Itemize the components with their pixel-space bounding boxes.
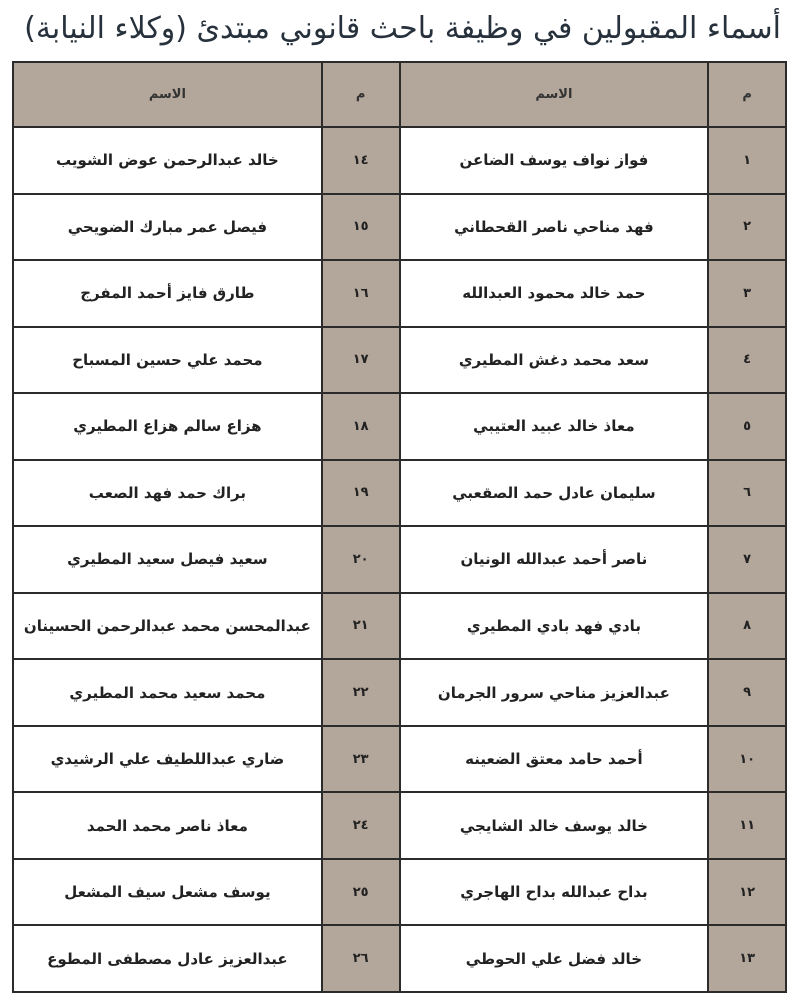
row-number-left: ٢٠	[322, 526, 400, 593]
row-name-right: خالد فضل علي الحوطي	[400, 925, 709, 992]
page-title: أسماء المقبولين في وظيفة باحث قانوني مبتدئ (وكلاء النيابة)	[24, 11, 781, 46]
table-row	[13, 593, 786, 660]
table-row	[13, 393, 786, 460]
row-number-right: ١٢	[708, 859, 786, 926]
row-name-right: بداح عبدالله بداح الهاجري	[400, 859, 709, 926]
table-row	[13, 925, 786, 992]
row-number-left: ٢٤	[322, 792, 400, 859]
row-number-left: ١٦	[322, 260, 400, 327]
row-number-right: ٩	[708, 659, 786, 726]
row-number-left: ٢٣	[322, 726, 400, 793]
row-name-right: حمد خالد محمود العبدالله	[400, 260, 709, 327]
row-name-right: ناصر أحمد عبدالله الونيان	[400, 526, 709, 593]
row-name-left: خالد عبدالرحمن عوض الشويب	[13, 127, 322, 194]
table-row	[13, 792, 786, 859]
row-number-left: ١٩	[322, 460, 400, 527]
table-header-row	[13, 62, 786, 127]
row-name-left: يوسف مشعل سيف المشعل	[13, 859, 322, 926]
row-number-right: ١٠	[708, 726, 786, 793]
row-number-left: ١٨	[322, 393, 400, 460]
row-name-left: عبدالمحسن محمد عبدالرحمن الحسينان	[13, 593, 322, 660]
row-name-left: محمد علي حسين المسباح	[13, 327, 322, 394]
header-num-right: م	[708, 62, 786, 127]
row-name-left: عبدالعزيز عادل مصطفى المطوع	[13, 925, 322, 992]
table-row	[13, 260, 786, 327]
row-number-right: ٦	[708, 460, 786, 527]
row-number-right: ٧	[708, 526, 786, 593]
accepted-names-table	[12, 61, 787, 993]
row-name-left: سعيد فيصل سعيد المطيري	[13, 526, 322, 593]
row-number-left: ١٧	[322, 327, 400, 394]
row-name-left: براك حمد فهد الصعب	[13, 460, 322, 527]
row-number-right: ١١	[708, 792, 786, 859]
row-number-left: ٢٦	[322, 925, 400, 992]
row-name-right: عبدالعزيز مناحي سرور الجرمان	[400, 659, 709, 726]
table-row	[13, 460, 786, 527]
table-row	[13, 526, 786, 593]
row-name-left: فيصل عمر مبارك الضويحي	[13, 194, 322, 261]
header-name-right: الاسم	[400, 62, 709, 127]
row-name-right: خالد يوسف خالد الشايجي	[400, 792, 709, 859]
row-name-right: فهد مناحي ناصر القحطاني	[400, 194, 709, 261]
row-name-right: سعد محمد دغش المطيري	[400, 327, 709, 394]
row-number-right: ١	[708, 127, 786, 194]
table-row	[13, 194, 786, 261]
row-number-left: ١٤	[322, 127, 400, 194]
row-number-left: ٢٥	[322, 859, 400, 926]
row-name-right: سليمان عادل حمد الصقعبي	[400, 460, 709, 527]
row-name-left: هزاع سالم هزاع المطيري	[13, 393, 322, 460]
row-number-right: ١٣	[708, 925, 786, 992]
table-row	[13, 726, 786, 793]
row-name-left: طارق فايز أحمد المفرج	[13, 260, 322, 327]
row-name-right: فواز نواف يوسف الضاعن	[400, 127, 709, 194]
row-number-right: ٤	[708, 327, 786, 394]
row-number-left: ٢٢	[322, 659, 400, 726]
row-name-right: معاذ خالد عبيد العتيبي	[400, 393, 709, 460]
table-row	[13, 659, 786, 726]
row-number-right: ٣	[708, 260, 786, 327]
table-row	[13, 127, 786, 194]
row-number-left: ١٥	[322, 194, 400, 261]
row-name-left: محمد سعيد محمد المطيري	[13, 659, 322, 726]
row-name-left: معاذ ناصر محمد الحمد	[13, 792, 322, 859]
row-number-right: ٨	[708, 593, 786, 660]
row-number-right: ٢	[708, 194, 786, 261]
row-number-left: ٢١	[322, 593, 400, 660]
header-name-left: الاسم	[13, 62, 322, 127]
row-name-left: ضاري عبداللطيف علي الرشيدي	[13, 726, 322, 793]
row-name-right: بادي فهد بادي المطيري	[400, 593, 709, 660]
header-num-left: م	[322, 62, 400, 127]
row-number-right: ٥	[708, 393, 786, 460]
table-row	[13, 859, 786, 926]
row-name-right: أحمد حامد معتق الضعينه	[400, 726, 709, 793]
table-row	[13, 327, 786, 394]
